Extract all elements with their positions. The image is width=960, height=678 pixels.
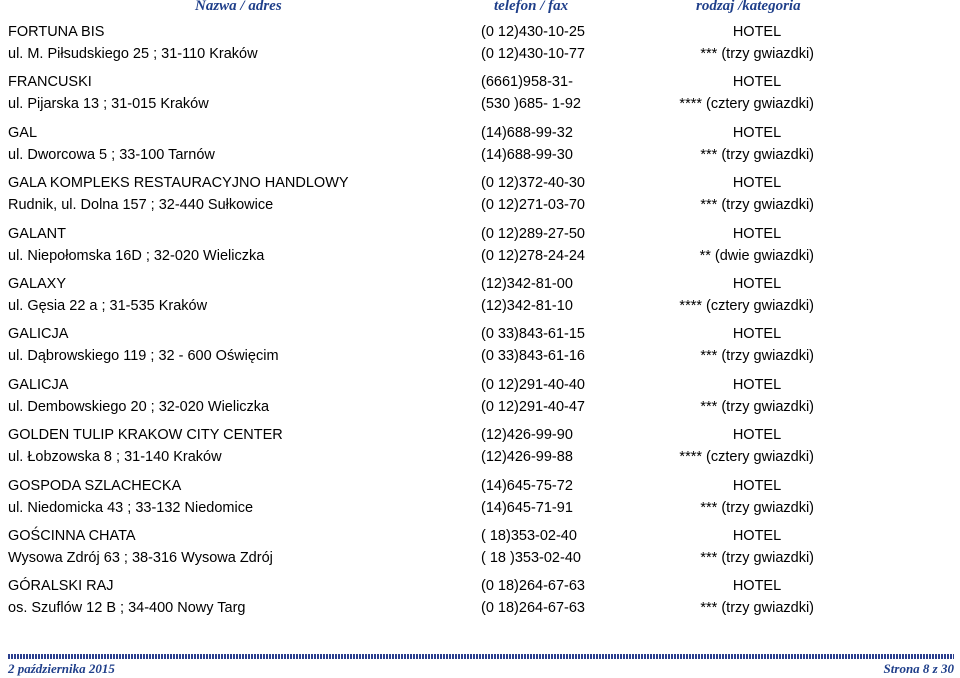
entry-line-2 <box>0 345 960 367</box>
establishment-type: HOTEL <box>732 24 782 40</box>
establishment-type: HOTEL <box>732 175 782 192</box>
entry-line-1 <box>0 273 960 295</box>
fax-number: (0 12)430-10-77 <box>481 46 585 62</box>
hotel-entry <box>0 273 960 323</box>
entry-line-1 <box>0 323 960 345</box>
establishment-type: HOTEL <box>732 275 782 292</box>
entry-line-1 <box>0 525 960 547</box>
hotel-address: ul. Niepołomska 16D ; 32-020 Wieliczka <box>8 247 265 264</box>
hotel-entry <box>0 575 960 625</box>
hotel-entry <box>0 223 960 273</box>
footer-date: 2 października 2015 <box>8 661 115 676</box>
hotel-entry <box>0 475 960 525</box>
fax-number: (0 33)843-61-16 <box>481 348 585 365</box>
establishment-type: HOTEL <box>732 376 782 393</box>
fax-number: (14)645-71-91 <box>481 499 573 516</box>
phone-number: (0 12)430-10-25 <box>481 24 585 40</box>
entry-line-2 <box>0 245 960 267</box>
hotel-name: FRANCUSKI <box>8 74 92 91</box>
header-name-address: Nazwa / adres <box>195 0 282 14</box>
hotel-name: GOSPODA SZLACHECKA <box>8 477 182 494</box>
star-category: **** (cztery gwiazdki) <box>679 449 814 466</box>
hotel-address: ul. Dworcowa 5 ; 33-100 Tarnów <box>8 146 215 163</box>
entry-line-2 <box>0 43 960 65</box>
fax-number: (0 12)278-24-24 <box>481 247 585 264</box>
entry-line-2 <box>0 446 960 468</box>
entry-line-2 <box>0 295 960 317</box>
hotel-address: os. Szuflów 12 B ; 34-400 Nowy Targ <box>8 600 246 617</box>
phone-number: (12)342-81-00 <box>481 275 573 292</box>
star-category: *** (trzy gwiazdki) <box>700 146 814 163</box>
fax-number: (12)426-99-88 <box>481 449 573 466</box>
fax-number: ( 18 )353-02-40 <box>481 549 581 566</box>
entry-line-1 <box>0 374 960 396</box>
hotel-list <box>0 21 960 626</box>
entry-line-1 <box>0 71 960 93</box>
fax-number: (14)688-99-30 <box>481 146 573 163</box>
hotel-name: GALICJA <box>8 326 69 343</box>
phone-number: (0 18)264-67-63 <box>481 578 585 595</box>
establishment-type: HOTEL <box>732 124 782 141</box>
hotel-name: GOLDEN TULIP KRAKOW CITY CENTER <box>8 427 283 444</box>
entry-line-1 <box>0 475 960 497</box>
hotel-address: ul. Łobzowska 8 ; 31-140 Kraków <box>8 449 222 466</box>
hotel-name: GALA KOMPLEKS RESTAURACYJNO HANDLOWY <box>8 175 349 192</box>
entry-line-1 <box>0 575 960 597</box>
hotel-address: ul. Pijarska 13 ; 31-015 Kraków <box>8 96 209 113</box>
hotel-entry <box>0 374 960 424</box>
establishment-type: HOTEL <box>732 225 782 242</box>
entry-line-1 <box>0 172 960 194</box>
entry-line-2 <box>0 547 960 569</box>
entry-line-1 <box>0 122 960 144</box>
phone-number: (12)426-99-90 <box>481 427 573 444</box>
hotel-entry <box>0 21 960 71</box>
phone-number: ( 18)353-02-40 <box>481 527 577 544</box>
star-category: *** (trzy gwiazdki) <box>700 348 814 365</box>
fax-number: (0 12)291-40-47 <box>481 398 585 415</box>
star-category: *** (trzy gwiazdki) <box>700 600 814 617</box>
hotel-name: GOŚCINNA CHATA <box>8 527 136 544</box>
hotel-entry <box>0 71 960 121</box>
star-category: *** (trzy gwiazdki) <box>700 197 814 214</box>
star-category: *** (trzy gwiazdki) <box>700 46 814 62</box>
phone-number: (6661)958-31- <box>481 74 573 91</box>
star-category: *** (trzy gwiazdki) <box>700 398 814 415</box>
hotel-name: GALAXY <box>8 275 67 292</box>
hotel-entry <box>0 122 960 172</box>
establishment-type: HOTEL <box>732 477 782 494</box>
fax-number: (530 )685- 1-92 <box>481 96 581 113</box>
hotel-address: ul. Niedomicka 43 ; 33-132 Niedomice <box>8 499 254 516</box>
header-type-category: rodzaj /kategoria <box>696 0 801 14</box>
star-category: *** (trzy gwiazdki) <box>700 549 814 566</box>
hotel-address: Rudnik, ul. Dolna 157 ; 32-440 Sułkowice <box>8 197 274 214</box>
entry-line-1 <box>0 21 960 43</box>
hotel-name: GALANT <box>8 225 67 242</box>
entry-line-2 <box>0 194 960 216</box>
hotel-address: ul. Gęsia 22 a ; 31-535 Kraków <box>8 297 208 314</box>
phone-number: (0 12)289-27-50 <box>481 225 585 242</box>
phone-number: (0 33)843-61-15 <box>481 326 585 343</box>
establishment-type: HOTEL <box>732 427 782 444</box>
hotel-name: GALICJA <box>8 376 69 393</box>
entry-line-1 <box>0 223 960 245</box>
footer-page-number: Strona 8 z 30 <box>883 661 954 676</box>
footer-divider <box>8 654 954 659</box>
hotel-address: Wysowa Zdrój 63 ; 38-316 Wysowa Zdrój <box>8 549 273 566</box>
entry-line-1 <box>0 424 960 446</box>
hotel-address: ul. Dembowskiego 20 ; 32-020 Wieliczka <box>8 398 270 415</box>
column-header-bar <box>0 0 960 18</box>
hotel-name: GÓRALSKI RAJ <box>8 578 114 595</box>
star-category: *** (trzy gwiazdki) <box>700 499 814 516</box>
fax-number: (0 18)264-67-63 <box>481 600 585 617</box>
hotel-name: FORTUNA BIS <box>8 24 105 40</box>
phone-number: (14)688-99-32 <box>481 124 573 141</box>
establishment-type: HOTEL <box>732 326 782 343</box>
star-category: **** (cztery gwiazdki) <box>679 96 814 113</box>
hotel-address: ul. M. Piłsudskiego 25 ; 31-110 Kraków <box>8 46 258 62</box>
entry-line-2 <box>0 497 960 519</box>
entry-line-2 <box>0 93 960 115</box>
phone-number: (14)645-75-72 <box>481 477 573 494</box>
fax-number: (12)342-81-10 <box>481 297 573 314</box>
phone-number: (0 12)372-40-30 <box>481 175 585 192</box>
entry-line-2 <box>0 144 960 166</box>
entry-line-2 <box>0 396 960 418</box>
fax-number: (0 12)271-03-70 <box>481 197 585 214</box>
header-phone-fax: telefon / fax <box>494 0 569 14</box>
entry-line-2 <box>0 597 960 619</box>
phone-number: (0 12)291-40-40 <box>481 376 585 393</box>
hotel-entry <box>0 323 960 373</box>
hotel-name: GAL <box>8 124 38 141</box>
star-category: ** (dwie gwiazdki) <box>699 247 814 264</box>
establishment-type: HOTEL <box>732 527 782 544</box>
star-category: **** (cztery gwiazdki) <box>679 297 814 314</box>
establishment-type: HOTEL <box>732 74 782 91</box>
hotel-entry <box>0 172 960 222</box>
establishment-type: HOTEL <box>732 578 782 595</box>
hotel-entry <box>0 424 960 474</box>
hotel-address: ul. Dąbrowskiego 119 ; 32 - 600 Oświęcim <box>8 348 279 365</box>
hotel-entry <box>0 525 960 575</box>
